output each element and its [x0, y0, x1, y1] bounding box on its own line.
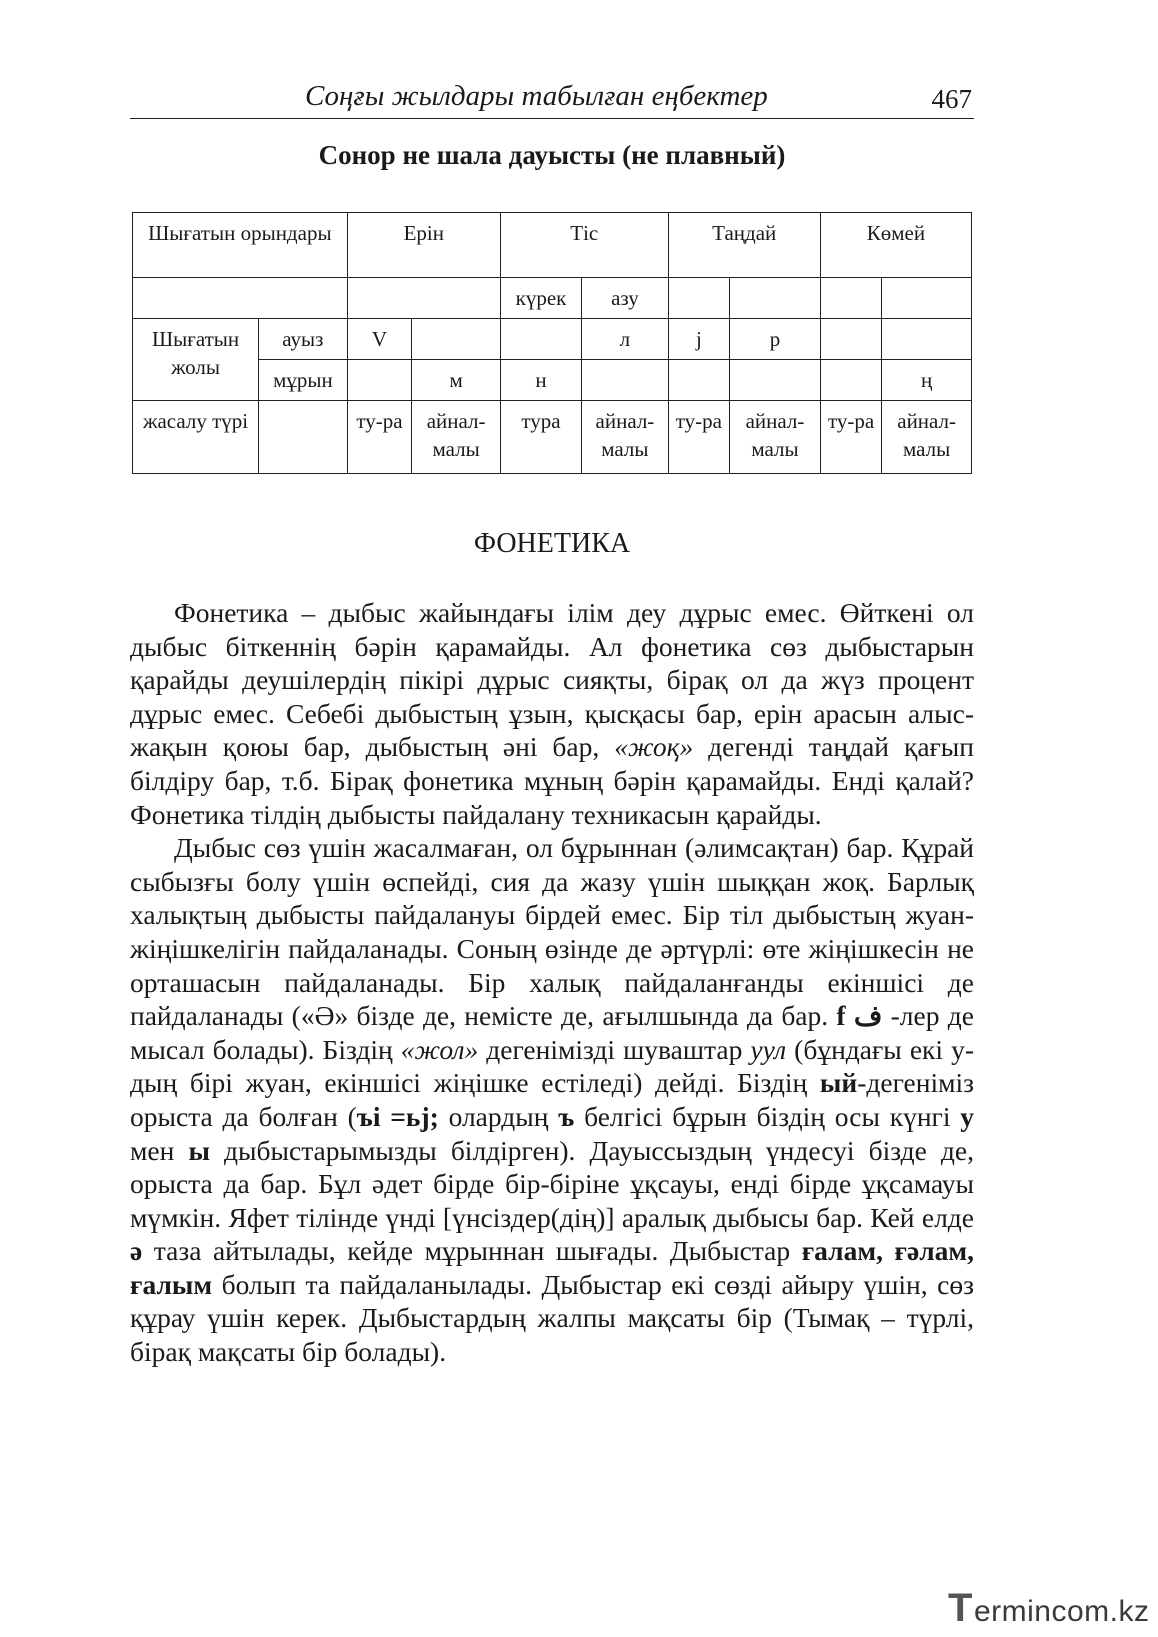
table-row	[133, 278, 972, 319]
cell-manner-round: айнал-малы	[882, 401, 972, 474]
table-cell	[347, 278, 500, 319]
table-cell	[882, 319, 972, 360]
bold-term: ый	[819, 1067, 858, 1099]
cell-manner-straight: ту-ра	[668, 401, 729, 474]
header-tooth: Тіс	[500, 213, 668, 278]
table-title: Сонор не шала дауысты (не плавный)	[318, 140, 786, 170]
bold-term: ъ	[558, 1100, 575, 1132]
cell-mouth-lip: V	[347, 319, 412, 360]
header-lip: Ерін	[347, 213, 500, 278]
watermark-logo: Termincom.kz	[948, 1586, 1150, 1630]
table-cell	[668, 360, 729, 401]
page-number: 467	[931, 84, 972, 114]
table-cell	[820, 360, 881, 401]
table-cell	[730, 360, 821, 401]
cell-nose-throat-2: ң	[882, 360, 972, 401]
cell-mouth-azu: л	[582, 319, 669, 360]
table-cell	[820, 319, 881, 360]
table-cell	[730, 278, 821, 319]
table-cell	[820, 278, 881, 319]
paragraph-1: Фонетика – дыбыс жайындағы ілім деу дұрыс емес. Өйткені ол дыбыс біткеннің бәрін қарамайды. Ал фонетика сөз дыбыстарын қарайды деушілердің пікірі дұрыс сияқты, бірақ ол да жүз процент дұрыс емес. Себебі дыбыстың ұзын, қысқасы бар, ерін арасын алыс-жақын қоюы бар, дыбыстың әні бар, «жоқ» дегенді таңдай қағып білдіру бар, т.б. Бірақ фонетика мұның бәрін қарамайды. Енді қалай? Фонетика тілдің дыбысты пайдалану техникасын қарайды.	[130, 597, 974, 830]
section-heading: ФОНЕТИКА	[473, 528, 631, 559]
italic-term: «жоқ»	[614, 731, 694, 763]
cell-manner-round: айнал-малы	[730, 401, 821, 474]
table-row	[133, 319, 972, 360]
cell-manner-straight: ту-ра	[347, 401, 412, 474]
table-row	[133, 213, 972, 278]
running-head	[130, 78, 974, 119]
bold-term: у	[960, 1100, 975, 1132]
cell-manner-straight: ту-ра	[820, 401, 881, 474]
italic-term: уул	[750, 1033, 787, 1065]
table-cell	[668, 278, 729, 319]
cell-nose-kurek: н	[500, 360, 581, 401]
table-row	[133, 360, 972, 401]
table-cell	[882, 278, 972, 319]
table-cell	[412, 319, 501, 360]
bold-term: ъі =ьј;	[356, 1100, 439, 1132]
cell-mouth-palate-2: р	[730, 319, 821, 360]
bold-term: ғалам, ғәлам, ғалым	[130, 1235, 974, 1300]
header-place: Шығатын орындары	[133, 213, 348, 278]
paragraph-2: Дыбыс сөз үшін жасалмаған, ол бұрыннан (әлимсақтан) бар. Құрай сыбызғы болу үшін өспейді, сия да жазу үшін шыққан жоқ. Барлық халықтың дыбысты пайдалануы бірдей емес. Бір тіл дыбыстың жуан-жіңішкелігін пайдаланады. Соның өзінде де әртүрлі: өте жіңішкесін не орташасын пайдаланады. Бір халық пайдаланғанды екіншісі де пайдаланады («Ә» бізде де, немісте де, ағылшында да бар. f ف -лер де мысал болады). Біздің «жол» дегенімізді шуваштар уул (бұндағы екі у-дың бірі жуан, екіншісі жіңішке естіледі) дейді. Біздің ый-дегеніміз орыста да болған (ъі =ьј; олардың ъ белгісі бұрын біздің осы күнгі у мен ы дыбыстарымызды білдірген). Дауыссыздың үндесуі бізде де, орыста да бар. Бұл әдет бірде бір-біріне ұқсауы, енді бірде ұқсамауы мүмкін. Яфет тілінде үнді [үнсіздер(дің)] аралық дыбысы бар. Кей елде ә таза айтылады, кейде мұрыннан шығады. Дыбыстар ғалам, ғәлам, ғалым болып та пайдаланылады. Дыбыстар екі сөзді айыру үшін, сөз құрау үшін керек. Дыбыстардың жалпы мақсаты бір (Тымақ – түрлі, бірақ мақсаты бір болады).	[130, 832, 975, 1368]
running-title: Соңғы жылдары табылған еңбектер	[305, 80, 768, 112]
table-cell	[582, 360, 669, 401]
row-label-nose: мұрын	[259, 360, 348, 401]
cell-nose-lip-2: м	[412, 360, 501, 401]
bold-term: ә	[130, 1235, 143, 1267]
subheader-azu: азу	[582, 278, 669, 319]
row-label-mouth: ауыз	[259, 319, 348, 360]
cell-manner-round: айнал-малы	[412, 401, 501, 474]
cell-manner-round: айнал-малы	[582, 401, 669, 474]
italic-term: «жол»	[400, 1033, 479, 1065]
table-row	[133, 401, 972, 474]
cell-mouth-palate-1: j	[668, 319, 729, 360]
bold-term: ы	[188, 1134, 210, 1166]
subheader-kurek: күрек	[500, 278, 581, 319]
bold-term: f ف	[836, 1000, 883, 1032]
cell-manner-straight-full: тура	[500, 401, 581, 474]
sonorant-table	[132, 212, 972, 474]
table-cell	[500, 319, 581, 360]
row-label-path: Шығатын жолы	[133, 319, 259, 401]
table-cell	[259, 401, 348, 474]
table-cell	[347, 360, 412, 401]
header-palate: Таңдай	[668, 213, 820, 278]
row-label-manner: жасалу түрі	[133, 401, 259, 474]
table-cell	[133, 278, 348, 319]
body-text	[130, 596, 974, 1369]
header-throat: Көмей	[820, 213, 971, 278]
